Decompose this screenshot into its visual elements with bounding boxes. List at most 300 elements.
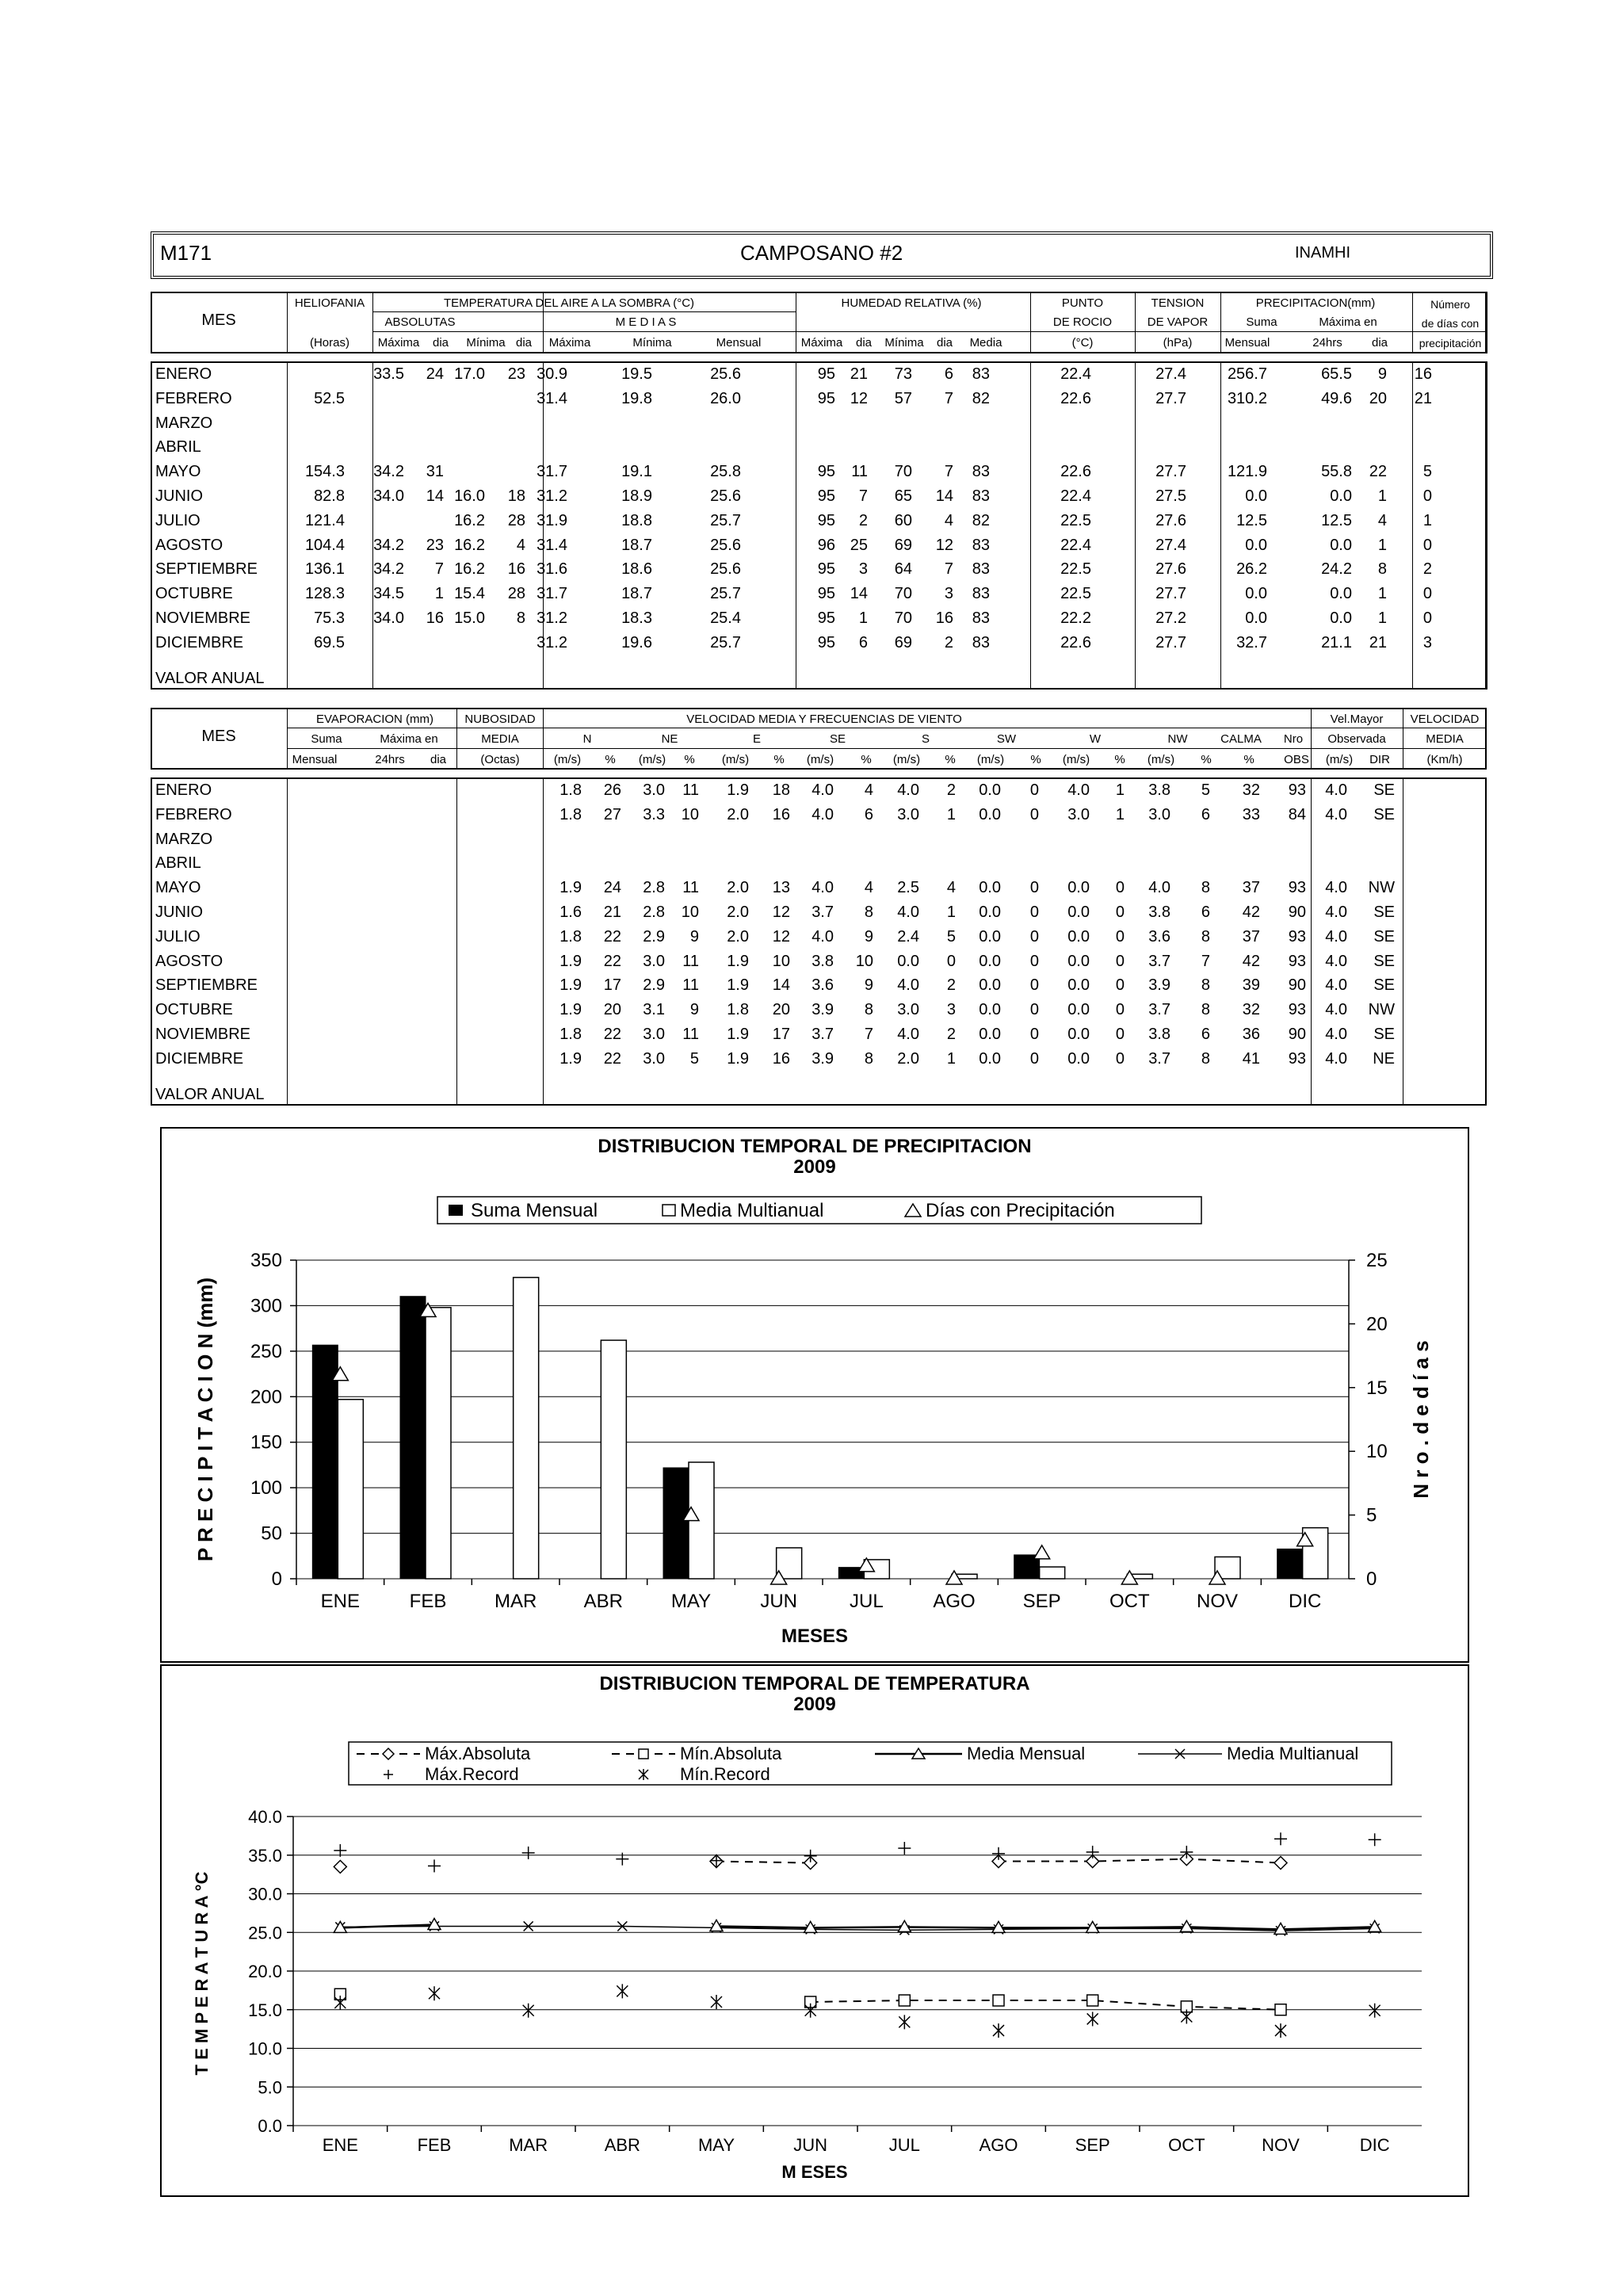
table-cell: 256.7: [1227, 365, 1267, 383]
table-cell: 12.5: [1236, 511, 1267, 529]
legend-label: Máx.Record: [425, 1764, 519, 1784]
table-cell: 10: [681, 904, 699, 921]
col-dir-4: S: [921, 732, 930, 746]
table-cell: 0.0: [979, 879, 1001, 897]
table-cell: 27.2: [1155, 609, 1186, 627]
table-cell: 1: [1423, 511, 1432, 529]
table-cell: 22: [603, 1026, 621, 1043]
col-abs: ABSOLUTAS: [384, 315, 456, 329]
table-cell: 14: [935, 487, 953, 505]
table-cell: 95: [817, 511, 835, 529]
table-cell: 3: [946, 1001, 956, 1019]
table-cell: 5: [689, 1049, 699, 1068]
table-cell: 14: [426, 487, 444, 505]
x-tick-label: ENE: [322, 2135, 358, 2155]
row-month: AGOSTO: [155, 536, 223, 554]
y-tick-label: 50: [261, 1522, 282, 1545]
table-cell: 0: [1115, 879, 1125, 897]
precipitation-chart: [160, 1127, 1469, 1663]
row-month: FEBRERO: [155, 389, 232, 407]
col-emens: Mensual: [292, 753, 338, 766]
table-cell: 23: [426, 536, 444, 554]
row-month: OCTUBRE: [155, 585, 233, 603]
marker-min-absoluta: [993, 1995, 1004, 2006]
row-month: JULIO: [155, 927, 200, 946]
chart-subtitle: 2009: [793, 1694, 836, 1715]
table-cell: 2: [1423, 560, 1432, 579]
table-cell: 4.0: [1325, 1049, 1347, 1068]
row-month: NOVIEMBRE: [155, 1026, 251, 1043]
table-cell: 90: [1288, 1026, 1306, 1043]
table-cell: 34.5: [373, 585, 404, 603]
table-cell: 2.5: [897, 879, 919, 897]
table-cell: 22: [603, 927, 621, 946]
table-cell: 1: [946, 1049, 956, 1068]
row-month: DICIEMBRE: [155, 1049, 244, 1068]
table-cell: 4: [864, 781, 873, 799]
table-cell: 16.2: [454, 560, 485, 579]
col-mmax: Máxima: [548, 336, 591, 350]
table-cell: 9: [864, 976, 873, 995]
table-cell: 1.6: [559, 904, 582, 921]
y-tick-label: 200: [250, 1386, 282, 1408]
table-cell: 37: [1242, 879, 1260, 897]
x-tick-label: NOV: [1262, 2135, 1300, 2155]
table-cell: 2: [946, 976, 956, 995]
table-cell: 0: [1029, 1026, 1039, 1043]
table-cell: 12.5: [1321, 511, 1352, 529]
legend-label: Media Multianual: [680, 1200, 824, 1221]
col-esuma: Suma: [311, 732, 342, 746]
table-cell: 0: [1423, 609, 1432, 627]
station-code: M171: [160, 241, 212, 265]
table-cell: 90: [1288, 904, 1306, 921]
table-cell: 7: [944, 560, 953, 579]
col-nubmedia: MEDIA: [481, 732, 519, 746]
table-cell: 26.2: [1236, 560, 1267, 579]
table-cell: 1.8: [559, 1026, 582, 1043]
bar-media-multianual: [338, 1400, 363, 1579]
table-cell: NW: [1368, 1001, 1395, 1019]
table-cell: 2.0: [727, 904, 749, 921]
table-cell: 0: [1115, 1001, 1125, 1019]
table-cell: 2.0: [897, 1049, 919, 1068]
table-cell: 1.8: [559, 805, 582, 823]
table-cell: 0.0: [897, 952, 919, 970]
table-cell: 22.6: [1060, 633, 1091, 651]
table-cell: 18.3: [621, 609, 652, 627]
table-cell: 18: [507, 487, 525, 505]
table-cell: 0: [1029, 879, 1039, 897]
table-cell: 4.0: [812, 805, 834, 823]
col-unit: (m/s): [976, 753, 1005, 766]
table-cell: 25.8: [710, 463, 741, 481]
table-cell: 1: [1115, 805, 1125, 823]
table-cell: 3.7: [812, 904, 834, 921]
col-edia: dia: [430, 753, 447, 766]
station-name: CAMPOSANO #2: [740, 241, 903, 265]
marker-min-absoluta: [1087, 1995, 1098, 2006]
table-cell: 8: [864, 904, 873, 921]
table-cell: 4.0: [812, 781, 834, 799]
table-cell: 3.9: [1148, 976, 1170, 995]
x-tick-label: AGO: [933, 1591, 976, 1612]
table-cell: 17: [603, 976, 621, 995]
table-cell: 83: [972, 365, 990, 383]
table-cell: 82: [972, 511, 990, 529]
table-cell: 27.7: [1155, 585, 1186, 603]
table-cell: 60: [894, 511, 912, 529]
table-cell: 95: [817, 463, 835, 481]
table-cell: 3.8: [1148, 781, 1170, 799]
table-cell: 83: [972, 560, 990, 579]
col-unit: %: [1114, 753, 1125, 766]
y-tick-label: 30.0: [248, 1884, 282, 1904]
table-cell: 2: [946, 781, 956, 799]
x-tick-label: JUL: [888, 2135, 920, 2155]
y-tick-label: 15.0: [248, 2000, 282, 2020]
table-cell: 5: [1201, 781, 1210, 799]
table-cell: 3.0: [1067, 805, 1090, 823]
marker-min-record: [1369, 2004, 1381, 2018]
table-cell: 31.6: [537, 560, 567, 579]
marker-max-absoluta: [1274, 1857, 1287, 1870]
table-cell: 4.0: [812, 927, 834, 946]
table-cell: 5: [946, 927, 956, 946]
table-cell: 25.7: [710, 511, 741, 529]
table-cell: 26.0: [710, 389, 741, 407]
col-dir-3: SE: [829, 732, 846, 746]
table-cell: 121.4: [304, 511, 345, 529]
table-cell: 1.9: [727, 1049, 749, 1068]
col-tdia: dia: [432, 336, 449, 350]
table-cell: 31.2: [537, 487, 567, 505]
table-cell: 65: [894, 487, 912, 505]
bar-media-multianual: [1040, 1567, 1065, 1579]
table-cell: 3.0: [1148, 805, 1170, 823]
y2-tick-label: 25: [1366, 1250, 1388, 1271]
marker-max-record: [1086, 1846, 1099, 1859]
row-month: JUNIO: [155, 487, 203, 505]
table-cell: 0.0: [979, 1026, 1001, 1043]
table-cell: 0: [1115, 927, 1125, 946]
table-cell: 4.0: [812, 879, 834, 897]
table-cell: 2.4: [897, 927, 919, 946]
row-month: DICIEMBRE: [155, 633, 244, 651]
col-dir-5: SW: [996, 732, 1017, 746]
table-cell: 0.0: [1245, 585, 1267, 603]
col-unit: %: [1030, 753, 1041, 766]
table-cell: 83: [972, 487, 990, 505]
table-cell: 1: [1377, 487, 1387, 505]
table-cell: 0.0: [1067, 1001, 1090, 1019]
table-cell: 16.0: [454, 487, 485, 505]
table-cell: 83: [972, 609, 990, 627]
col-hum-4: Media: [969, 336, 1002, 350]
table-cell: 22.5: [1060, 585, 1091, 603]
table-cell: 19.1: [621, 463, 652, 481]
table-cell: 9: [864, 927, 873, 946]
table-cell: 19.6: [621, 633, 652, 651]
table-cell: 0.0: [1067, 1026, 1090, 1043]
table-cell: 93: [1288, 1049, 1306, 1068]
x-tick-label: MAY: [697, 2135, 735, 2155]
table1-annual-label: VALOR ANUAL: [155, 670, 265, 687]
table-cell: 24: [426, 365, 444, 383]
table-cell: 0.0: [979, 952, 1001, 970]
table-cell: 70: [894, 585, 912, 603]
table-cell: 7: [864, 1026, 873, 1043]
table-cell: 21: [1369, 633, 1387, 651]
table-cell: 34.2: [373, 463, 404, 481]
table-cell: 0: [1029, 1049, 1039, 1068]
table-cell: 3: [1423, 633, 1432, 651]
table-cell: 39: [1242, 976, 1260, 995]
marker-min-record: [993, 2023, 1004, 2038]
table-cell: SE: [1373, 927, 1395, 946]
row-month: JUNIO: [155, 904, 203, 921]
table-cell: 16.2: [454, 511, 485, 529]
marker-min-record: [899, 2015, 910, 2029]
x-tick-label: JUL: [849, 1591, 884, 1612]
table-cell: 27.7: [1155, 389, 1186, 407]
col-vel: VELOCIDAD MEDIA Y FRECUENCIAS DE VIENTO: [686, 712, 962, 726]
table-cell: 11: [682, 1026, 699, 1043]
table-cell: 69: [894, 633, 912, 651]
table-cell: 8: [1201, 927, 1210, 946]
col-unit: %: [945, 753, 956, 766]
col-velmayor: Vel.Mayor: [1330, 712, 1384, 726]
table-cell: 3.1: [643, 1001, 665, 1019]
col-unit: %: [1201, 753, 1212, 766]
table-cell: 13: [772, 879, 790, 897]
table-cell: 4.0: [1325, 904, 1347, 921]
table-cell: 83: [972, 463, 990, 481]
table-cell: 3.0: [643, 781, 665, 799]
table-cell: 4.0: [1325, 927, 1347, 946]
table-cell: 75.3: [314, 609, 345, 627]
table-cell: 28: [507, 511, 525, 529]
table-cell: 65.5: [1321, 365, 1352, 383]
table-cell: 10: [772, 952, 790, 970]
col-unit: (m/s): [638, 753, 666, 766]
table-cell: 0: [1029, 781, 1039, 799]
col-calma: CALMA: [1220, 732, 1262, 746]
table-cell: 27.7: [1155, 463, 1186, 481]
table-cell: 31.4: [537, 389, 567, 407]
table-cell: 0.0: [979, 781, 1001, 799]
col-hum-3: dia: [936, 336, 953, 350]
table-cell: 0: [946, 952, 956, 970]
table-cell: 4: [516, 536, 525, 554]
x-tick-label: JUN: [793, 2135, 828, 2155]
table-cell: 95: [817, 389, 835, 407]
legend-label: Suma Mensual: [471, 1200, 598, 1221]
table-cell: 0.0: [979, 927, 1001, 946]
table-cell: NE: [1373, 1049, 1395, 1068]
table-cell: 22.5: [1060, 511, 1091, 529]
legend-swatch-media: [663, 1205, 675, 1216]
col-unit: %: [861, 753, 872, 766]
bar-suma-mensual: [1277, 1549, 1303, 1579]
x-tick-label: ABR: [583, 1591, 624, 1612]
col-unit: (m/s): [1147, 753, 1175, 766]
table-cell: 16.2: [454, 536, 485, 554]
table-cell: 8: [1377, 560, 1387, 579]
table-cell: 12: [772, 927, 790, 946]
table-cell: 18.6: [621, 560, 652, 579]
table-cell: 93: [1288, 1001, 1306, 1019]
table-cell: 31.2: [537, 633, 567, 651]
table-cell: 27: [603, 805, 621, 823]
table-cell: 27.5: [1155, 487, 1186, 505]
table-cell: 1.9: [559, 952, 582, 970]
col-hum-1: dia: [855, 336, 873, 350]
col-helio: HELIOFANIA: [294, 296, 365, 310]
x-axis-title: MESES: [781, 1626, 849, 1647]
col-diascon: de días con: [1421, 317, 1480, 330]
table-cell: 22.4: [1060, 536, 1091, 554]
col-unit: (m/s): [553, 753, 582, 766]
table-cell: 2.0: [727, 879, 749, 897]
col-unit: %: [773, 753, 785, 766]
x-tick-label: SEP: [1022, 1591, 1061, 1612]
station-header: [151, 231, 1493, 279]
x-tick-label: OCT: [1168, 2135, 1205, 2155]
table-cell: 55.8: [1321, 463, 1352, 481]
table-cell: 8: [864, 1001, 873, 1019]
y-tick-label: 35.0: [248, 1845, 282, 1866]
table-cell: 20: [603, 1001, 621, 1019]
marker-min-absoluta: [899, 1995, 910, 2006]
table-cell: 6: [944, 365, 953, 383]
table-cell: 0.0: [1067, 879, 1090, 897]
table-cell: 6: [1201, 805, 1210, 823]
table-cell: 4.0: [897, 904, 919, 921]
col-hum: HUMEDAD RELATIVA (%): [841, 296, 982, 310]
table-cell: 0.0: [1245, 609, 1267, 627]
col-dia2: dia: [1371, 336, 1388, 350]
marker-min-record: [429, 1986, 440, 2000]
col-medias: M E D I A S: [615, 315, 677, 329]
row-month: MARZO: [155, 414, 213, 432]
col-mes: MES: [201, 728, 236, 745]
table-cell: 0.0: [979, 1049, 1001, 1068]
row-month: SEPTIEMBRE: [155, 976, 258, 995]
table-cell: 31.2: [537, 609, 567, 627]
table-cell: 22: [1369, 463, 1387, 481]
table-cell: 31.4: [537, 536, 567, 554]
table-cell: 6: [858, 633, 868, 651]
col-hum-2: Mínima: [884, 336, 924, 350]
table-cell: 1: [858, 609, 868, 627]
y-tick-label: 20.0: [248, 1962, 282, 1981]
y-tick-label: 0.0: [258, 2116, 282, 2136]
table-cell: 0: [1029, 904, 1039, 921]
col-vapor-u: (hPa): [1163, 336, 1193, 350]
table-cell: 4.0: [1325, 781, 1347, 799]
table-cell: 6: [864, 805, 873, 823]
table-cell: 49.6: [1321, 389, 1352, 407]
table-cell: 0: [1029, 927, 1039, 946]
y2-axis-title: N r o . d e d í a s: [1409, 1340, 1433, 1499]
y-tick-label: 150: [250, 1431, 282, 1454]
x-tick-label: JUN: [760, 1591, 798, 1612]
table-cell: 19.8: [621, 389, 652, 407]
legend-label: Media Multianual: [1227, 1744, 1359, 1763]
table-cell: 3.3: [643, 805, 665, 823]
col-dir-7: NW: [1167, 732, 1188, 746]
table-cell: 22: [603, 1049, 621, 1068]
bar-suma-mensual: [663, 1468, 689, 1579]
table-cell: 93: [1288, 781, 1306, 799]
table-cell: 0.0: [979, 976, 1001, 995]
x-tick-label: MAY: [670, 1591, 712, 1612]
y2-tick-label: 5: [1366, 1504, 1377, 1526]
table-cell: 1: [946, 904, 956, 921]
y-tick-label: 5.0: [258, 2077, 282, 2098]
col-nro: Nro: [1283, 732, 1304, 746]
x-tick-label: OCT: [1109, 1591, 1150, 1612]
table-cell: 2.0: [727, 927, 749, 946]
table-cell: 8: [516, 609, 525, 627]
table-cell: 2.8: [643, 879, 665, 897]
table-cell: 4.0: [1067, 781, 1090, 799]
table-cell: 12: [850, 389, 868, 407]
col-octas: (Octas): [480, 753, 520, 766]
table-cell: 93: [1288, 952, 1306, 970]
table-cell: 70: [894, 609, 912, 627]
x-tick-label: AGO: [979, 2135, 1018, 2155]
y-tick-label: 100: [250, 1477, 282, 1499]
table-cell: 1.9: [727, 952, 749, 970]
table-cell: 32: [1242, 1001, 1260, 1019]
table-cell: 18.7: [621, 585, 652, 603]
table-cell: 11: [682, 952, 699, 970]
table-cell: 1.9: [559, 976, 582, 995]
table-cell: 16: [1414, 365, 1432, 383]
table-cell: 3.0: [897, 805, 919, 823]
col-rocio: DE ROCIO: [1052, 315, 1113, 329]
table-cell: 4.0: [897, 1026, 919, 1043]
line-media-mensual: [340, 1925, 1374, 1930]
marker-min-record: [711, 1995, 722, 2009]
table-cell: 4: [1377, 511, 1387, 529]
table-cell: 0: [1115, 976, 1125, 995]
legend-marker-minabs: [639, 1749, 648, 1759]
table-cell: 3.8: [1148, 904, 1170, 921]
legend-label: Mín.Record: [680, 1764, 770, 1784]
col-unit: (m/s): [892, 753, 921, 766]
table-cell: 10: [855, 952, 873, 970]
col-kmh: (Km/h): [1426, 753, 1463, 766]
row-month: NOVIEMBRE: [155, 609, 251, 627]
legend-label: Días con Precipitación: [926, 1200, 1115, 1221]
table-cell: NW: [1368, 879, 1395, 897]
table-cell: 42: [1242, 904, 1260, 921]
table-cell: 41: [1242, 1049, 1260, 1068]
table-cell: 27.6: [1155, 560, 1186, 579]
table-cell: 1.8: [559, 927, 582, 946]
table-cell: 83: [972, 585, 990, 603]
col-tdia2: dia: [515, 336, 533, 350]
col-punto: PUNTO: [1061, 296, 1104, 310]
table-cell: 36: [1242, 1026, 1260, 1043]
marker-max-record: [616, 1853, 628, 1866]
row-month: MAYO: [155, 463, 201, 481]
table-cell: 3.8: [812, 952, 834, 970]
table-cell: 24.2: [1321, 560, 1352, 579]
